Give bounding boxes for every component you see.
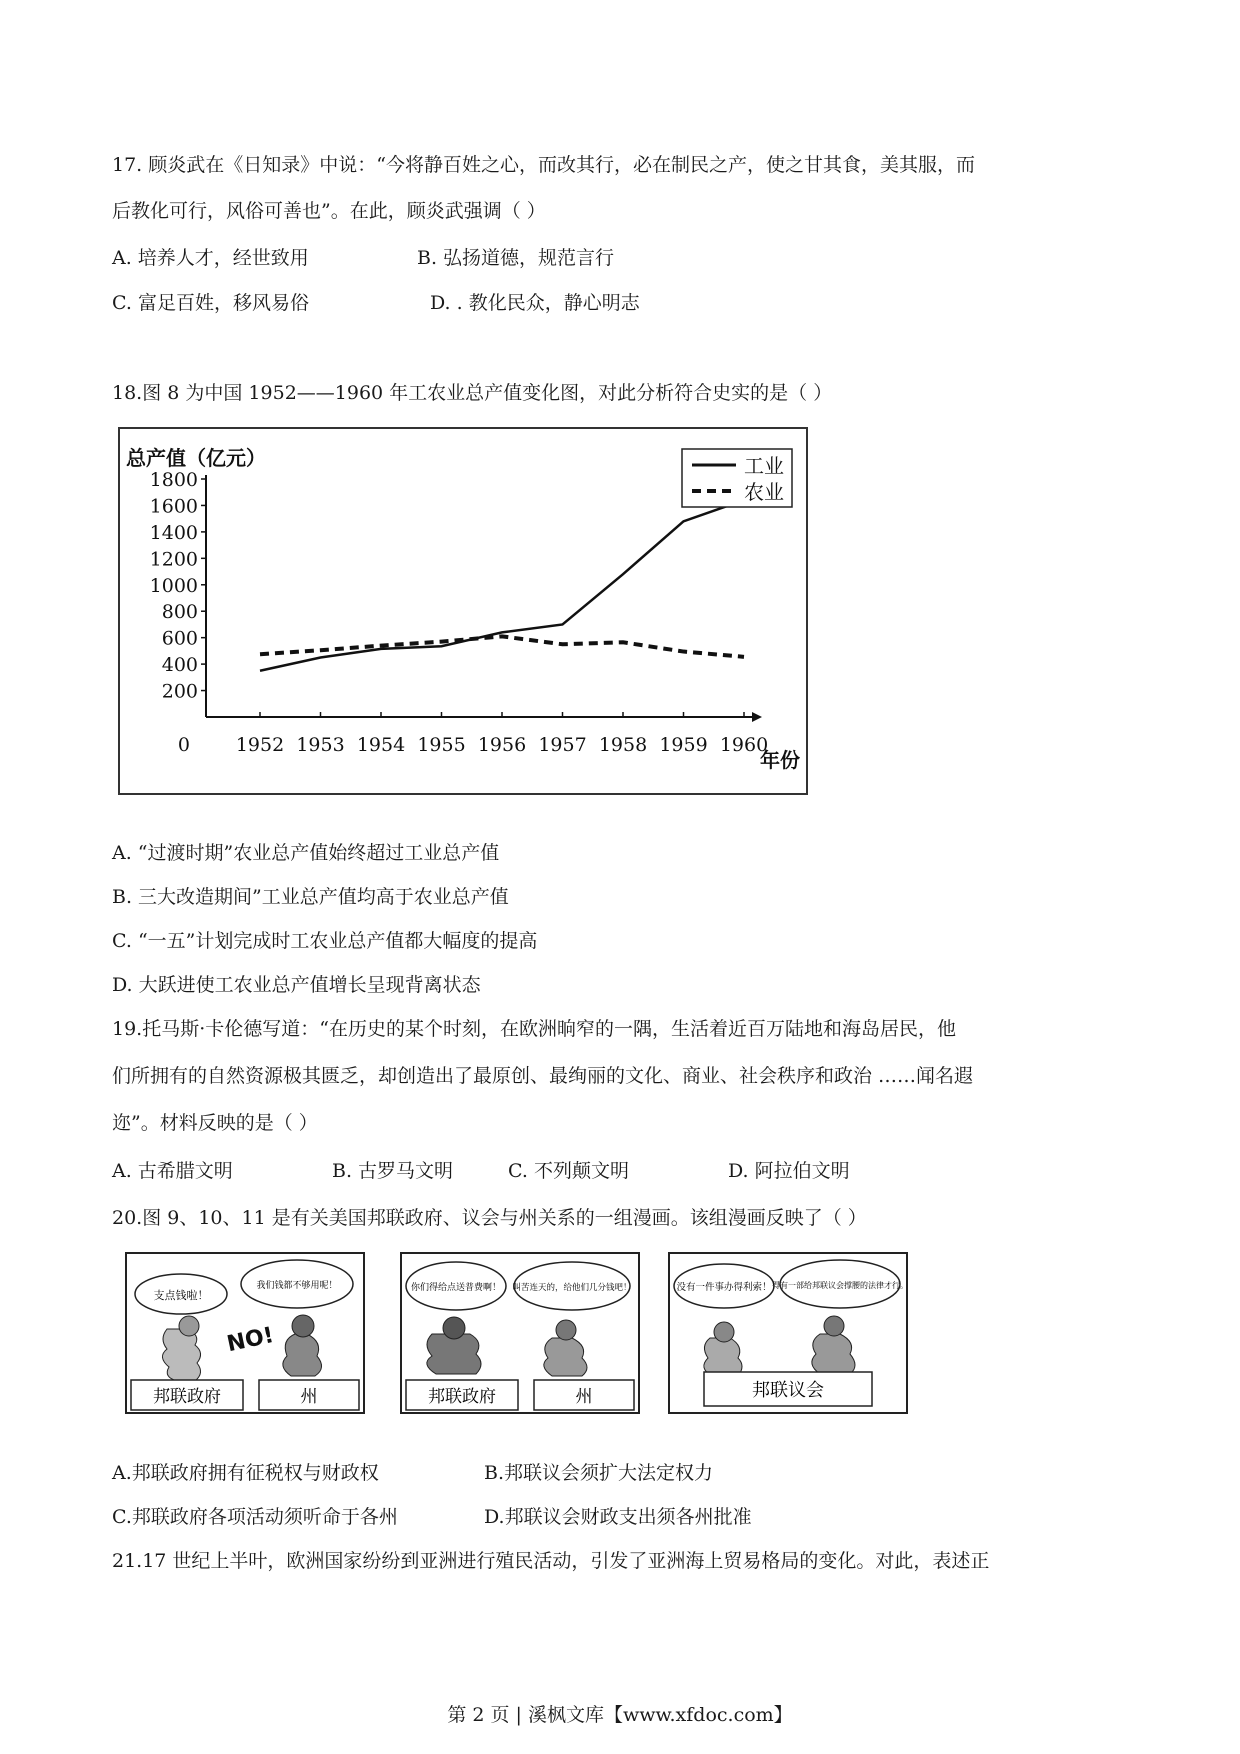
x-axis-arrow-icon [752, 712, 762, 722]
q17-stem-line2: 后教化可行，风俗可善也”。在此，顾炎武强调（ ） [112, 200, 546, 222]
q20-option-b: B.邦联议会须扩大法定权力 [484, 1462, 714, 1484]
figure-right-icon [544, 1338, 587, 1376]
chart-axes [206, 475, 762, 722]
y-axis-label: 总产值（亿元） [126, 446, 266, 470]
q18-option-c: C. “一五”计划完成时工农业总产值都大幅度的提高 [112, 930, 538, 952]
chart-svg [120, 429, 806, 793]
x-tick-label: 1959 [659, 734, 708, 756]
q19-option-b: B. 古罗马文明 [332, 1160, 454, 1182]
x-tick-label: 1957 [538, 734, 587, 756]
x-tick-labels [236, 712, 768, 756]
figure-left-icon [704, 1338, 742, 1376]
y-tick-labels [150, 469, 206, 756]
q20-option-c: C.邦联政府各项活动须听命于各州 [112, 1506, 398, 1528]
legend-label-industry: 工业 [744, 454, 784, 478]
label-right: 州 [300, 1387, 318, 1407]
q17-stem-line1: 17. 顾炎武在《日知录》中说：“今将静百姓之心，而改其行，必在制民之产，使之甘其食，美其服，而 [112, 154, 975, 176]
cartoon-fig11-svg [670, 1254, 906, 1412]
bubble-text-right: 叫苦连天的，给他们几分钱吧！ [512, 1283, 632, 1293]
q19-stem-line3: 迩”。材料反映的是（ ） [112, 1112, 318, 1134]
x-tick-label: 1956 [477, 734, 527, 756]
y-tick-label: 1800 [149, 469, 198, 491]
series-line-industry [260, 500, 744, 671]
figure-left-head-icon [714, 1322, 734, 1342]
x-axis-label: 年份 [760, 748, 800, 772]
y-tick-label: 1400 [149, 521, 198, 544]
no-exclamation: NO! [224, 1322, 277, 1358]
y-tick-label: 400 [161, 654, 198, 677]
legend-label-agriculture: 农业 [744, 480, 784, 504]
q19-stem-line1: 19.托马斯·卡伦德写道：“在历史的某个时刻，在欧洲晌窄的一隅，生活着近百万陆地和海岛居民，他 [112, 1018, 956, 1040]
figure-left-icon [427, 1334, 481, 1374]
series-line-agriculture [260, 636, 744, 656]
figure-right-icon [812, 1334, 855, 1374]
production-value-chart [118, 427, 808, 795]
bubble-text-left: 支点钱啦！ [153, 1289, 209, 1302]
cartoon-fig9 [125, 1252, 365, 1414]
q19-option-d: D. 阿拉伯文明 [728, 1160, 850, 1182]
cartoon-fig9-svg [127, 1254, 363, 1412]
cartoon-fig10-svg [402, 1254, 638, 1412]
q17-option-b: B. 弘扬道德，规范言行 [417, 247, 615, 269]
figure-right-head-icon [292, 1315, 314, 1337]
q17-option-c: C. 富足百姓，移风易俗 [112, 292, 309, 314]
q18-stem: 18.图 8 为中国 1952——1960 年工农业总产值变化图，对此分析符合史实的是（ ） [112, 382, 833, 404]
x-tick-label: 1952 [235, 734, 285, 756]
label-right: 州 [575, 1387, 593, 1407]
y-tick-label: 1200 [149, 548, 198, 571]
q20-stem: 20.图 9、10、11 是有关美国邦联政府、议会与州关系的一组漫画。该组漫画反映了（ ） [112, 1207, 867, 1229]
bubble-text-left: 你们得给点送普费啊！ [410, 1283, 502, 1293]
bubble-text-right: 得有一部给邦联议会撑腰的法律才行。 [772, 1281, 906, 1290]
q19-option-c: C. 不列颠文明 [508, 1160, 629, 1182]
x-tick-label: 1958 [598, 734, 648, 756]
y-tick-label: 1000 [149, 574, 198, 597]
figure-right-head-icon [556, 1320, 576, 1340]
q17-option-d: D. . 教化民众，静心明志 [430, 292, 640, 314]
y-tick-label: 1600 [149, 495, 198, 518]
x-tick-label: 1960 [719, 734, 769, 756]
y-tick-label: 600 [161, 627, 198, 650]
figure-right-icon [283, 1334, 322, 1376]
q18-option-a: A. “过渡时期”农业总产值始终超过工业总产值 [112, 842, 500, 864]
q18-option-d: D. 大跃进使工农业总产值增长呈现背离状态 [112, 974, 481, 996]
x-tick-label: 1954 [356, 734, 406, 756]
q20-option-d: D.邦联议会财政支出须各州批准 [484, 1506, 752, 1528]
label-left: 邦联政府 [153, 1387, 221, 1407]
cartoon-fig10 [400, 1252, 640, 1414]
q21-stem: 21.17 世纪上半叶，欧洲国家纷纷到亚洲进行殖民活动，引发了亚洲海上贸易格局的变化。对此，表述正 [112, 1550, 990, 1572]
q18-option-b: B. 三大改造期间”工业总产值均高于农业总产值 [112, 886, 509, 908]
figure-left-head-icon [443, 1317, 465, 1339]
y-tick-label: 0 [177, 734, 190, 756]
x-tick-label: 1953 [296, 734, 345, 756]
figure-left-head-icon [179, 1316, 199, 1336]
series-layer [260, 500, 744, 671]
q19-stem-line2: 们所拥有的自然资源极其匮乏，却创造出了最原创、最绚丽的文化、商业、社会秩序和政治 ……闻名遐 [112, 1065, 974, 1087]
y-tick-label: 800 [161, 601, 198, 624]
label-left: 邦联政府 [428, 1387, 496, 1407]
bubble-text-left: 没有一件事办得利索！ [676, 1282, 772, 1293]
chart-legend [682, 449, 792, 507]
page-footer: 第 2 页 | 溪枫文库【www.xfdoc.com】 [447, 1704, 793, 1726]
q19-option-a: A. 古希腊文明 [112, 1160, 233, 1182]
y-tick-label: 200 [161, 680, 198, 703]
figure-left-icon [162, 1329, 200, 1381]
figure-right-head-icon [824, 1316, 844, 1336]
cartoon-fig11 [668, 1252, 908, 1414]
label-center: 邦联议会 [752, 1380, 824, 1401]
q17-option-a: A. 培养人才，经世致用 [112, 247, 309, 269]
bubble-text-right: 我们钱都不够用呢！ [256, 1281, 338, 1291]
x-tick-label: 1955 [417, 734, 466, 756]
q20-option-a: A.邦联政府拥有征税权与财政权 [112, 1462, 379, 1484]
